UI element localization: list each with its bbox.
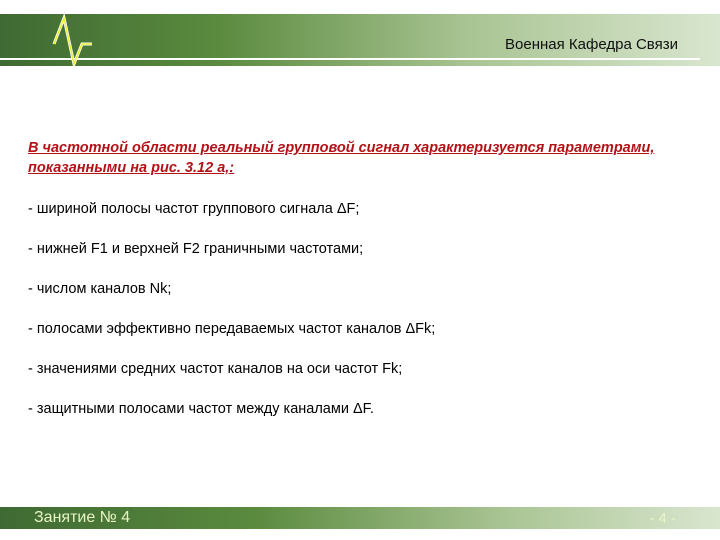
lesson-label: Занятие № 4 — [34, 509, 131, 526]
list-item: - полосами эффективно передаваемых частот каналов ΔFk; — [28, 321, 436, 337]
parameter-list — [28, 200, 688, 418]
list-item: - числом каналов Nk; — [28, 281, 172, 297]
header-title: Военная Кафедра Связи — [505, 36, 678, 53]
pulse-signal-icon — [52, 14, 92, 68]
list-item: - шириной полосы частот группового сигнала ΔF; — [28, 201, 360, 217]
footer-bar — [0, 507, 720, 529]
slide-content — [28, 138, 688, 440]
intro-text: В частотной области реальный групповой сигнал характеризуется параметрами, показанными на рис. 3.12 а,: — [28, 140, 655, 176]
header-divider-line — [0, 58, 700, 60]
header-bar — [0, 14, 720, 66]
list-item: - значениями средних частот каналов на оси частот Fk; — [28, 361, 403, 377]
list-item: - защитными полосами частот между каналами ΔF. — [28, 401, 374, 417]
list-item: - нижней F1 и верхней F2 граничными частотами; — [28, 241, 364, 257]
page-number: - 4 - — [649, 510, 676, 527]
